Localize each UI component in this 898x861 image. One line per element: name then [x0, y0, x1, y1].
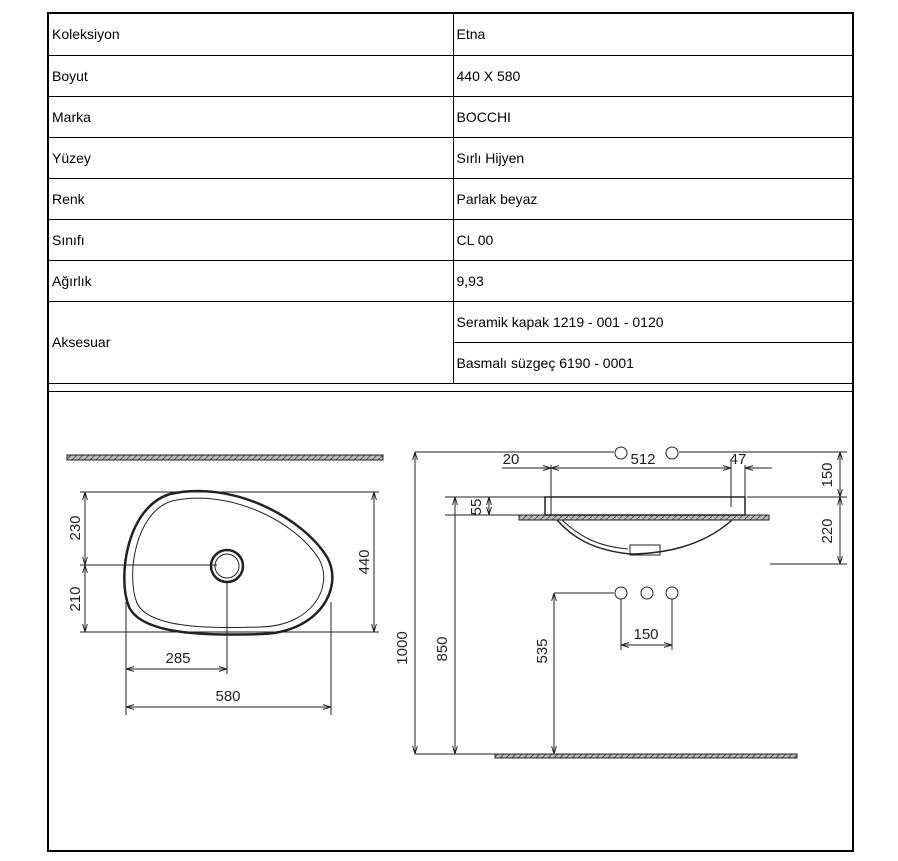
row-label: Boyut [49, 55, 453, 96]
dim-230: 230 [67, 515, 84, 541]
table-row [49, 14, 852, 55]
table-row [49, 137, 852, 178]
row-value: 9,93 [453, 260, 852, 301]
row-value: Etna [453, 14, 852, 55]
spec-sheet [47, 12, 854, 852]
accessory-item: Seramik kapak 1219 - 001 - 0120 [453, 301, 852, 342]
wall-tap-icon [641, 587, 653, 599]
table-row [49, 96, 852, 137]
side-view [415, 447, 847, 758]
table-row [49, 55, 852, 96]
dim-850: 850 [434, 636, 451, 662]
row-value: Sırlı Hijyen [453, 137, 852, 178]
row-value: CL 00 [453, 219, 852, 260]
table-row [49, 178, 852, 219]
wall-hatch [67, 455, 383, 460]
row-label: Ağırlık [49, 260, 453, 301]
tap-hole-icon [615, 447, 627, 459]
tap-hole-icon [666, 447, 678, 459]
row-label: Koleksiyon [49, 14, 453, 55]
table-row [49, 301, 852, 342]
row-value: Parlak beyaz [453, 178, 852, 219]
wall-tap-icon [615, 587, 627, 599]
table-row [49, 219, 852, 260]
dim-535: 535 [534, 638, 551, 664]
basin-outline [124, 491, 332, 635]
bowl-curve [557, 520, 732, 554]
dim-20: 20 [502, 451, 520, 468]
row-label: Yüzey [49, 137, 453, 178]
drain-icon [211, 550, 243, 582]
dim-55: 55 [468, 498, 485, 516]
dim-512: 512 [630, 451, 656, 468]
dim-220: 220 [819, 518, 836, 544]
dim-150-taps: 150 [633, 626, 659, 643]
floor-hatch [495, 754, 797, 758]
dim-580: 580 [215, 688, 241, 705]
row-label: Marka [49, 96, 453, 137]
wall-tap-icon [666, 587, 678, 599]
dim-210: 210 [67, 586, 84, 612]
row-value: BOCCHI [453, 96, 852, 137]
table-row [49, 260, 852, 301]
accessory-label: Aksesuar [49, 301, 453, 383]
dim-285: 285 [165, 650, 191, 667]
top-view [67, 455, 383, 715]
drain-inner-icon [215, 554, 239, 578]
dim-1000: 1000 [394, 631, 411, 665]
row-label: Renk [49, 178, 453, 219]
dim-47: 47 [729, 451, 747, 468]
basin-inner-outline [133, 498, 324, 627]
dim-150-top: 150 [819, 462, 836, 488]
row-label: Sınıfı [49, 219, 453, 260]
row-value: 440 X 580 [453, 55, 852, 96]
drawing-svg [49, 392, 852, 851]
spec-table [49, 14, 852, 384]
accessory-item: Basmalı süzgeç 6190 - 0001 [453, 342, 852, 383]
technical-drawing [49, 391, 852, 851]
dim-440: 440 [356, 549, 373, 575]
basin-rim [545, 497, 745, 515]
